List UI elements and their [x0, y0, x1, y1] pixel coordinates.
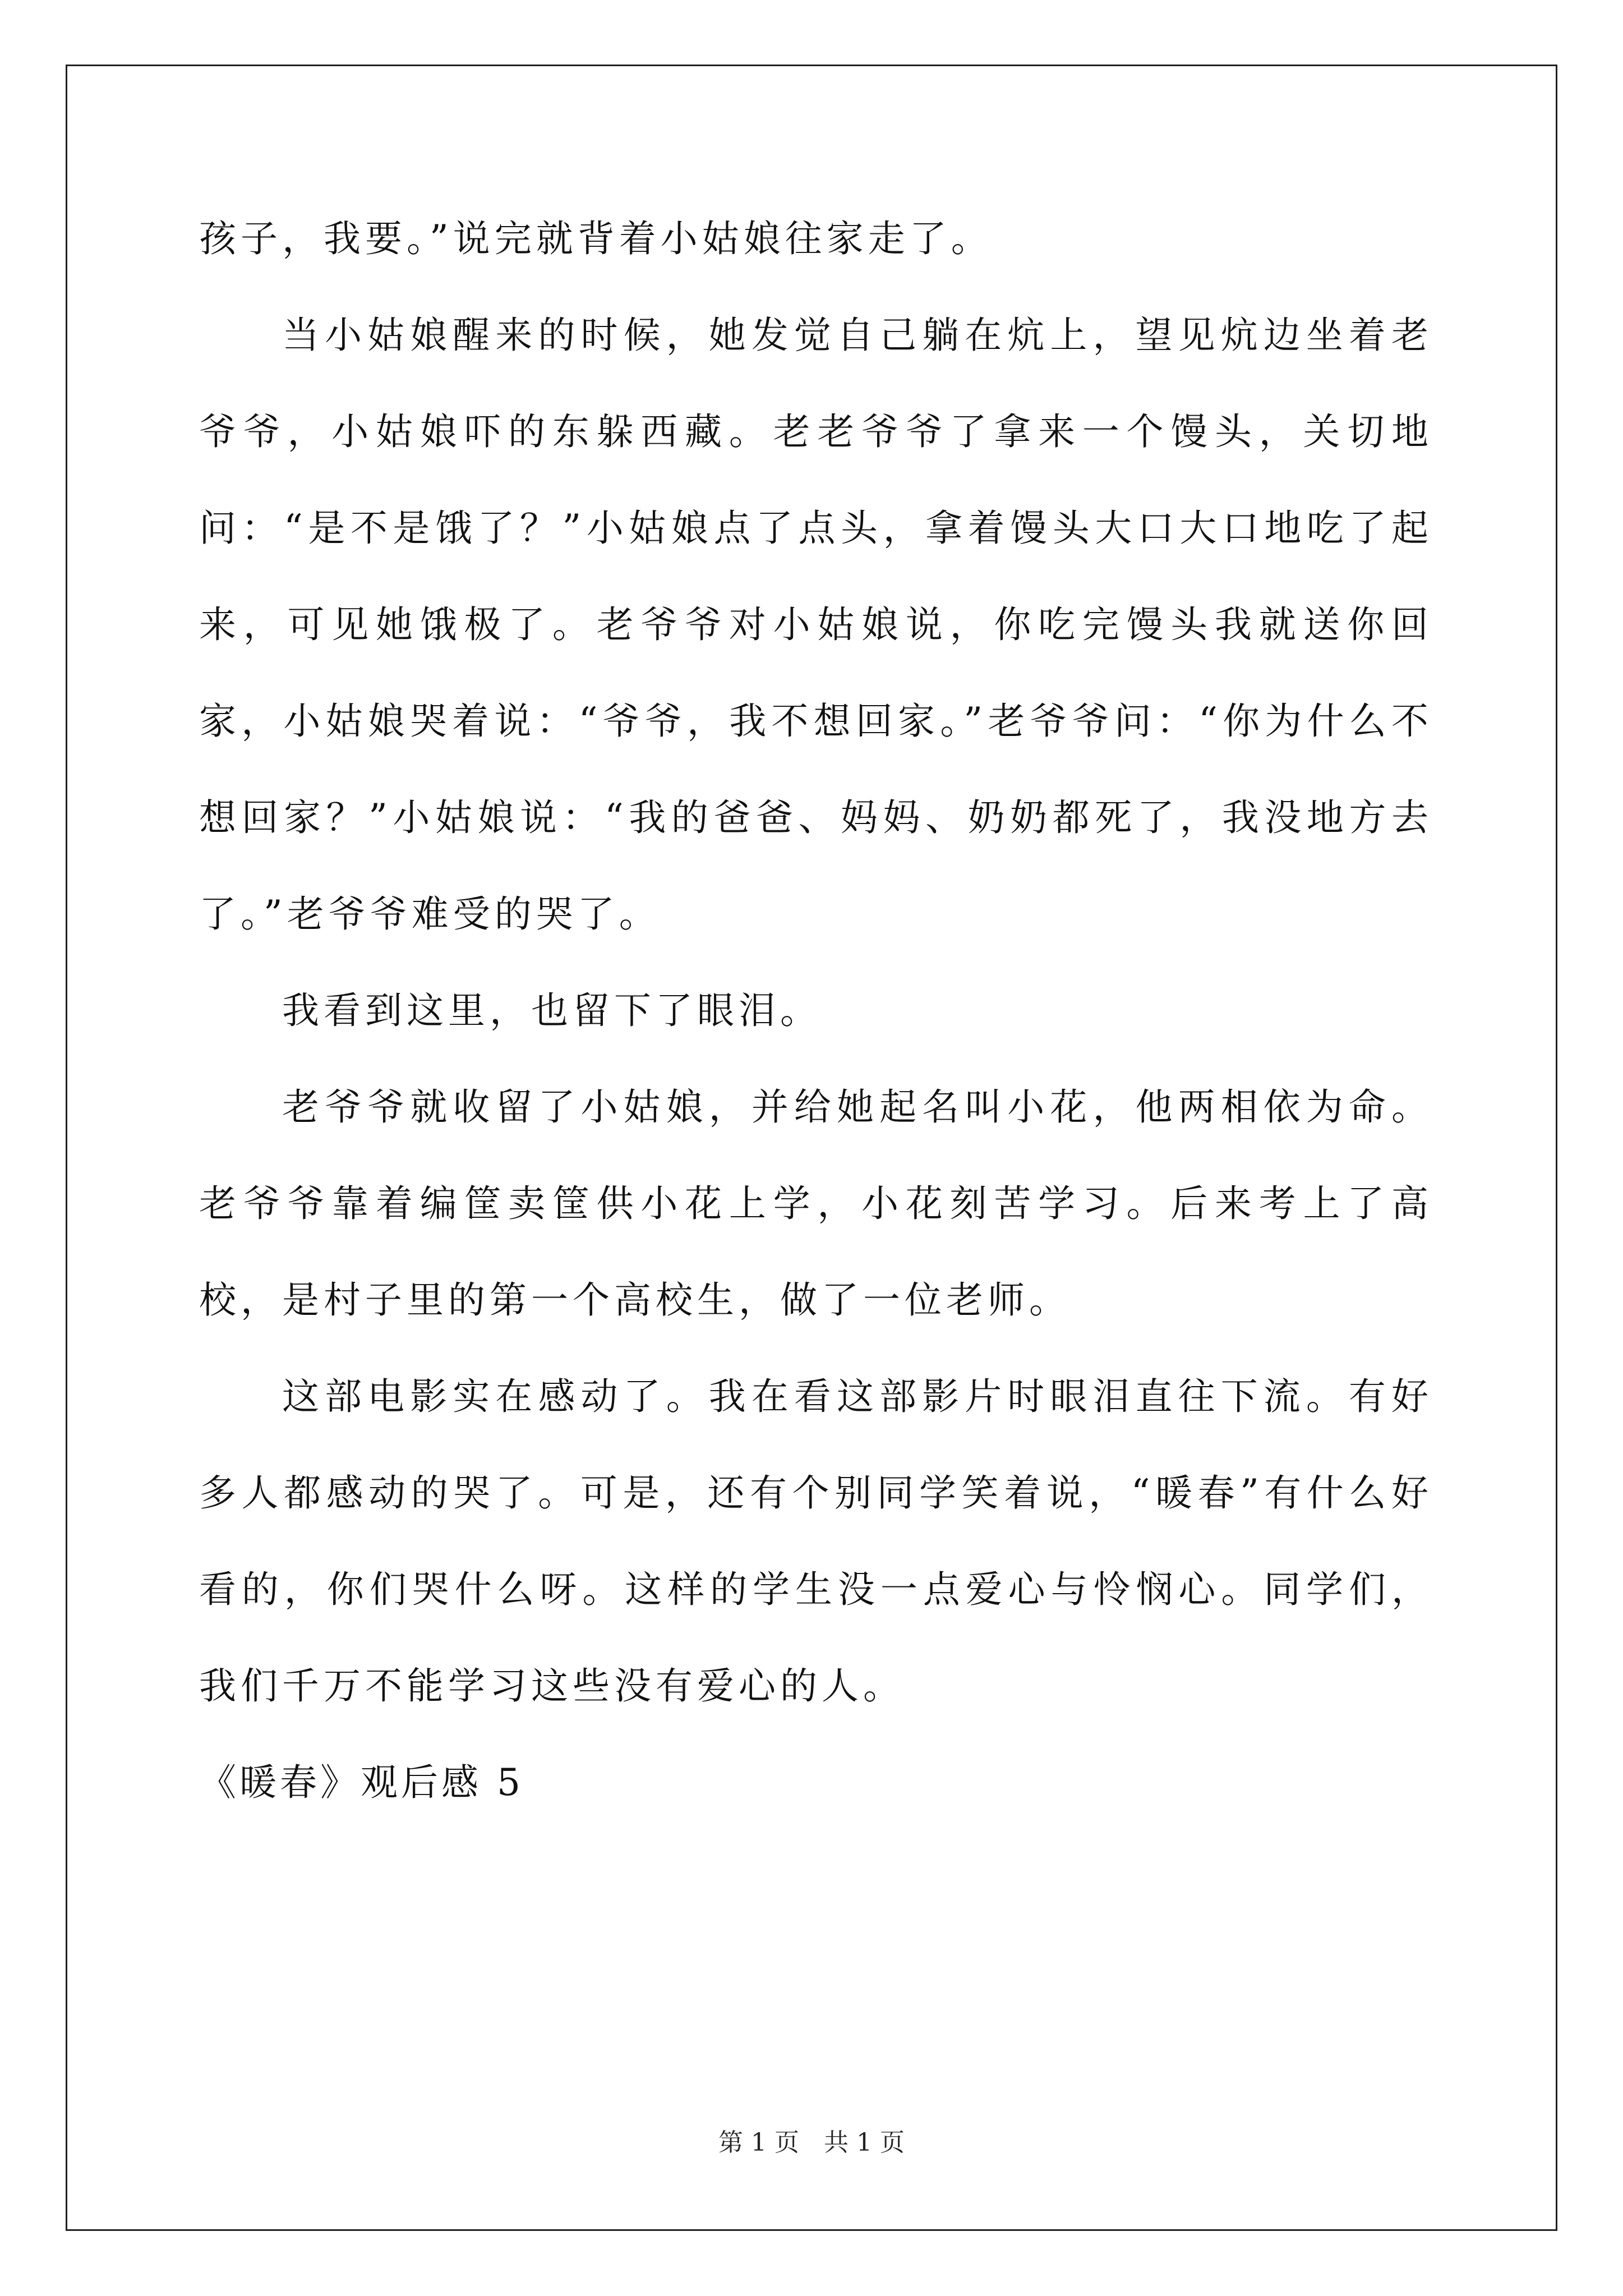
paragraph-1: 孩子，我要。”说完就背着小姑娘往家走了。 — [199, 217, 993, 260]
paragraph-5: 这部电影实在感动了。我在看这部影片时眼泪直往下流。有好多人都感动的哭了。可是，还有个别同学笑着说，“暖春”有什么好看的，你们哭什么呀。这样的学生没一点爱心与怜悯心。同学们，我们千万不能学习这些没有爱心的人。 — [199, 1375, 1433, 1708]
page-number-footer: 第 1 页 共 1 页 — [718, 2128, 905, 2157]
section-heading: 《暖春》观后感 5 — [199, 1761, 524, 1804]
document-body — [199, 191, 1433, 1831]
paragraph-3: 我看到这里，也留下了眼泪。 — [282, 989, 822, 1032]
paragraph-4: 老爷爷就收留了小姑娘，并给她起名叫小花，他两相依为命。老爷爷靠着编筐卖筐供小花上学，小花刻苦学习。后来考上了高校，是村子里的第一个高校生，做了一位老师。 — [199, 1085, 1433, 1322]
paragraph-2: 当小姑娘醒来的时候，她发觉自己躺在炕上，望见炕边坐着老爷爷，小姑娘吓的东躲西藏。老老爷爷了拿来一个馒头，关切地问：“是不是饿了？”小姑娘点了点头，拿着馒头大口大口地吃了起来，可见她饿极了。老爷爷对小姑娘说，你吃完馒头我就送你回家，小姑娘哭着说：“爷爷，我不想回家。”老爷爷问：“你为什么不想回家？”小姑娘说：“我的爸爸、妈妈、奶奶都死了，我没地方去了。”老爷爷难受的哭了。 — [199, 314, 1433, 936]
